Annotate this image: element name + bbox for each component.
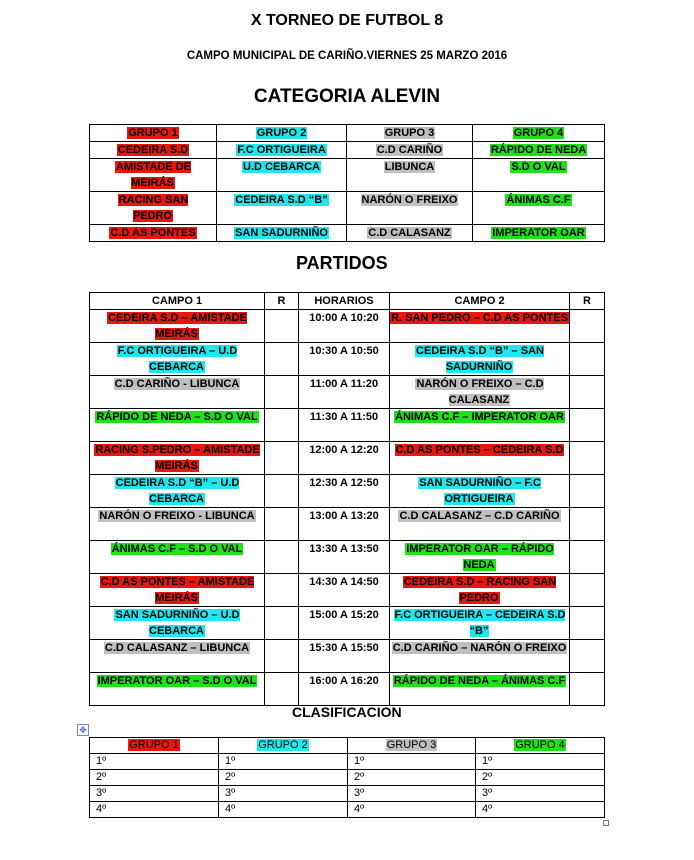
clasif-group-2-header: GRUPO 2 bbox=[219, 738, 348, 754]
clasif-position-cell[interactable]: 1º bbox=[348, 754, 476, 770]
campo-2-match: RÁPIDO DE NEDA – ÁNIMAS C.F bbox=[390, 673, 570, 706]
matches-table bbox=[89, 292, 605, 706]
match-row bbox=[90, 409, 605, 442]
result-2-cell[interactable] bbox=[570, 541, 605, 574]
match-row bbox=[90, 640, 605, 673]
campo-2-match: NARÓN O FREIXO – C.D CALASANZ bbox=[390, 376, 570, 409]
match-time: 16:00 A 16:20 bbox=[299, 673, 390, 706]
campo-2-match: C.D CARIÑO – NARÓN O FREIXO bbox=[390, 640, 570, 673]
resize-handle-icon[interactable] bbox=[603, 820, 609, 826]
category-heading: CATEGORIA ALEVIN bbox=[253, 86, 441, 107]
result-2-cell[interactable] bbox=[570, 673, 605, 706]
result-2-cell[interactable] bbox=[570, 607, 605, 640]
result-2-cell[interactable] bbox=[570, 343, 605, 376]
match-time: 12:00 A 12:20 bbox=[299, 442, 390, 475]
groups-row bbox=[90, 192, 605, 225]
campo-2-match: ÁNIMAS C.F – IMPERATOR OAR bbox=[390, 409, 570, 442]
result-1-cell[interactable] bbox=[265, 541, 299, 574]
group-team: S.D O VAL bbox=[473, 159, 605, 192]
clasificacion-heading: CLASIFICACION bbox=[292, 704, 402, 720]
result-1-cell[interactable] bbox=[265, 409, 299, 442]
match-time: 15:00 A 15:20 bbox=[299, 607, 390, 640]
match-time: 13:00 A 13:20 bbox=[299, 508, 390, 541]
campo-2-header: CAMPO 2 bbox=[390, 293, 570, 310]
match-row bbox=[90, 343, 605, 376]
group-team: CEDEIRA S.D “B” bbox=[217, 192, 347, 225]
result-1-cell[interactable] bbox=[265, 640, 299, 673]
group-2-header: GRUPO 2 bbox=[217, 125, 347, 142]
groups-row bbox=[90, 142, 605, 159]
group-team: F.C ORTIGUEIRA bbox=[217, 142, 347, 159]
clasif-group-3-header: GRUPO 3 bbox=[348, 738, 476, 754]
group-team: RÁPIDO DE NEDA bbox=[473, 142, 605, 159]
partidos-heading: PARTIDOS bbox=[296, 253, 388, 273]
match-time: 10:30 A 10:50 bbox=[299, 343, 390, 376]
clasificacion-row bbox=[90, 770, 605, 786]
clasif-position-cell[interactable]: 3º bbox=[348, 786, 476, 802]
groups-row bbox=[90, 225, 605, 242]
group-4-header: GRUPO 4 bbox=[473, 125, 605, 142]
document-subtitle: CAMPO MUNICIPAL DE CARIÑO.VIERNES 25 MARZO 2016 bbox=[186, 50, 508, 62]
match-time: 11:00 A 11:20 bbox=[299, 376, 390, 409]
clasificacion-row bbox=[90, 802, 605, 818]
match-row bbox=[90, 541, 605, 574]
result-2-cell[interactable] bbox=[570, 475, 605, 508]
clasif-position-cell[interactable]: 1º bbox=[476, 754, 605, 770]
clasif-group-4-header: GRUPO 4 bbox=[476, 738, 605, 754]
group-team: ÁNIMAS C.F bbox=[473, 192, 605, 225]
clasif-position-cell[interactable]: 2º bbox=[219, 770, 348, 786]
campo-1-match: C.D AS PONTES – AMISTADE MEIRÁS bbox=[90, 574, 265, 607]
match-row bbox=[90, 574, 605, 607]
result-1-cell[interactable] bbox=[265, 310, 299, 343]
campo-1-match: C.D CALASANZ – LIBUNCA bbox=[90, 640, 265, 673]
result-2-cell[interactable] bbox=[570, 409, 605, 442]
clasif-position-cell[interactable]: 3º bbox=[476, 786, 605, 802]
match-row bbox=[90, 607, 605, 640]
match-row bbox=[90, 442, 605, 475]
result-1-cell[interactable] bbox=[265, 442, 299, 475]
result-2-cell[interactable] bbox=[570, 574, 605, 607]
result-2-cell[interactable] bbox=[570, 376, 605, 409]
campo-2-match: R. SAN PEDRO – C.D AS PONTES bbox=[390, 310, 570, 343]
result-2-cell[interactable] bbox=[570, 508, 605, 541]
group-team: LIBUNCA bbox=[347, 159, 473, 192]
group-team: CEDEIRA S.D bbox=[90, 142, 217, 159]
group-team: SAN SADURNIÑO bbox=[217, 225, 347, 242]
clasif-position-cell[interactable]: 3º bbox=[90, 786, 219, 802]
group-team: U.D CEBARCA bbox=[217, 159, 347, 192]
campo-1-match: RÁPIDO DE NEDA – S.D O VAL bbox=[90, 409, 265, 442]
result-1-cell[interactable] bbox=[265, 607, 299, 640]
campo-2-match: CEDEIRA S.D “B” – SAN SADURNIÑO bbox=[390, 343, 570, 376]
match-time: 14:30 A 14:50 bbox=[299, 574, 390, 607]
group-team: C.D AS PONTES bbox=[90, 225, 217, 242]
group-team: C.D CALASANZ bbox=[347, 225, 473, 242]
clasif-position-cell[interactable]: 1º bbox=[219, 754, 348, 770]
group-team: IMPERATOR OAR bbox=[473, 225, 605, 242]
result-2-cell[interactable] bbox=[570, 640, 605, 673]
group-team: AMISTADE DE MEIRÁS bbox=[90, 159, 217, 192]
campo-1-match: F.C ORTIGUEIRA – U.D CEBARCA bbox=[90, 343, 265, 376]
groups-row bbox=[90, 159, 605, 192]
group-team: NARÓN O FREIXO bbox=[347, 192, 473, 225]
campo-1-match: IMPERATOR OAR – S.D O VAL bbox=[90, 673, 265, 706]
campo-1-match: ÁNIMAS C.F – S.D O VAL bbox=[90, 541, 265, 574]
groups-table bbox=[89, 124, 605, 242]
result-1-cell[interactable] bbox=[265, 343, 299, 376]
clasif-position-cell[interactable]: 2º bbox=[90, 770, 219, 786]
match-time: 15:30 A 15:50 bbox=[299, 640, 390, 673]
horarios-header: HORARIOS bbox=[299, 293, 390, 310]
match-row bbox=[90, 508, 605, 541]
clasif-position-cell[interactable]: 4º bbox=[90, 802, 219, 818]
campo-1-match: RACING S.PEDRO – AMISTADE MEIRÁS bbox=[90, 442, 265, 475]
match-row bbox=[90, 673, 605, 706]
result-2-cell[interactable] bbox=[570, 442, 605, 475]
move-handle-icon[interactable]: ✥ bbox=[77, 724, 89, 736]
clasif-group-1-header: GRUPO 1 bbox=[90, 738, 219, 754]
match-time: 12:30 A 12:50 bbox=[299, 475, 390, 508]
campo-1-match: NARÓN O FREIXO - LIBUNCA bbox=[90, 508, 265, 541]
clasif-position-cell[interactable]: 2º bbox=[476, 770, 605, 786]
clasificacion-row bbox=[90, 786, 605, 802]
campo-1-match: CEDEIRA S.D “B” – U.D CEBARCA bbox=[90, 475, 265, 508]
match-row bbox=[90, 376, 605, 409]
result-1-cell[interactable] bbox=[265, 508, 299, 541]
campo-1-match: CEDEIRA S.D – AMISTADE MEIRÁS bbox=[90, 310, 265, 343]
clasif-position-cell[interactable]: 1º bbox=[90, 754, 219, 770]
match-row bbox=[90, 310, 605, 343]
match-time: 13:30 A 13:50 bbox=[299, 541, 390, 574]
result-1-cell[interactable] bbox=[265, 475, 299, 508]
match-time: 10:00 A 10:20 bbox=[299, 310, 390, 343]
result-1-header: R bbox=[265, 293, 299, 310]
group-team: RACING SAN PEDRO bbox=[90, 192, 217, 225]
campo-1-match: C.D CARIÑO - LIBUNCA bbox=[90, 376, 265, 409]
matches-header-row bbox=[90, 293, 605, 310]
clasif-position-cell[interactable]: 2º bbox=[348, 770, 476, 786]
match-time: 11:30 A 11:50 bbox=[299, 409, 390, 442]
result-1-cell[interactable] bbox=[265, 673, 299, 706]
result-2-header: R bbox=[570, 293, 605, 310]
campo-2-match: C.D CALASANZ – C.D CARIÑO bbox=[390, 508, 570, 541]
result-1-cell[interactable] bbox=[265, 574, 299, 607]
clasif-position-cell[interactable]: 4º bbox=[476, 802, 605, 818]
campo-2-match: C.D AS PONTES – CEDEIRA S.D bbox=[390, 442, 570, 475]
result-2-cell[interactable] bbox=[570, 310, 605, 343]
clasif-position-cell[interactable]: 3º bbox=[219, 786, 348, 802]
campo-2-match: F.C ORTIGUEIRA – CEDEIRA S.D “B” bbox=[390, 607, 570, 640]
group-3-header: GRUPO 3 bbox=[347, 125, 473, 142]
clasif-position-cell[interactable]: 4º bbox=[219, 802, 348, 818]
clasificacion-table bbox=[89, 737, 605, 818]
campo-2-match: IMPERATOR OAR – RÁPIDO NEDA bbox=[390, 541, 570, 574]
match-row bbox=[90, 475, 605, 508]
group-1-header: GRUPO 1 bbox=[90, 125, 217, 142]
clasif-position-cell[interactable]: 4º bbox=[348, 802, 476, 818]
clasificacion-row bbox=[90, 754, 605, 770]
group-team: C.D CARIÑO bbox=[347, 142, 473, 159]
clasificacion-header-row bbox=[90, 738, 605, 754]
result-1-cell[interactable] bbox=[265, 376, 299, 409]
campo-2-match: CEDEIRA S.D – RACING SAN PEDRO bbox=[390, 574, 570, 607]
groups-header-row bbox=[90, 125, 605, 142]
campo-2-match: SAN SADURNIÑO – F.C ORTIGUEIRA bbox=[390, 475, 570, 508]
document-title: X TORNEO DE FUTBOL 8 bbox=[250, 12, 444, 29]
campo-1-header: CAMPO 1 bbox=[90, 293, 265, 310]
campo-1-match: SAN SADURNIÑO – U.D CEBARCA bbox=[90, 607, 265, 640]
